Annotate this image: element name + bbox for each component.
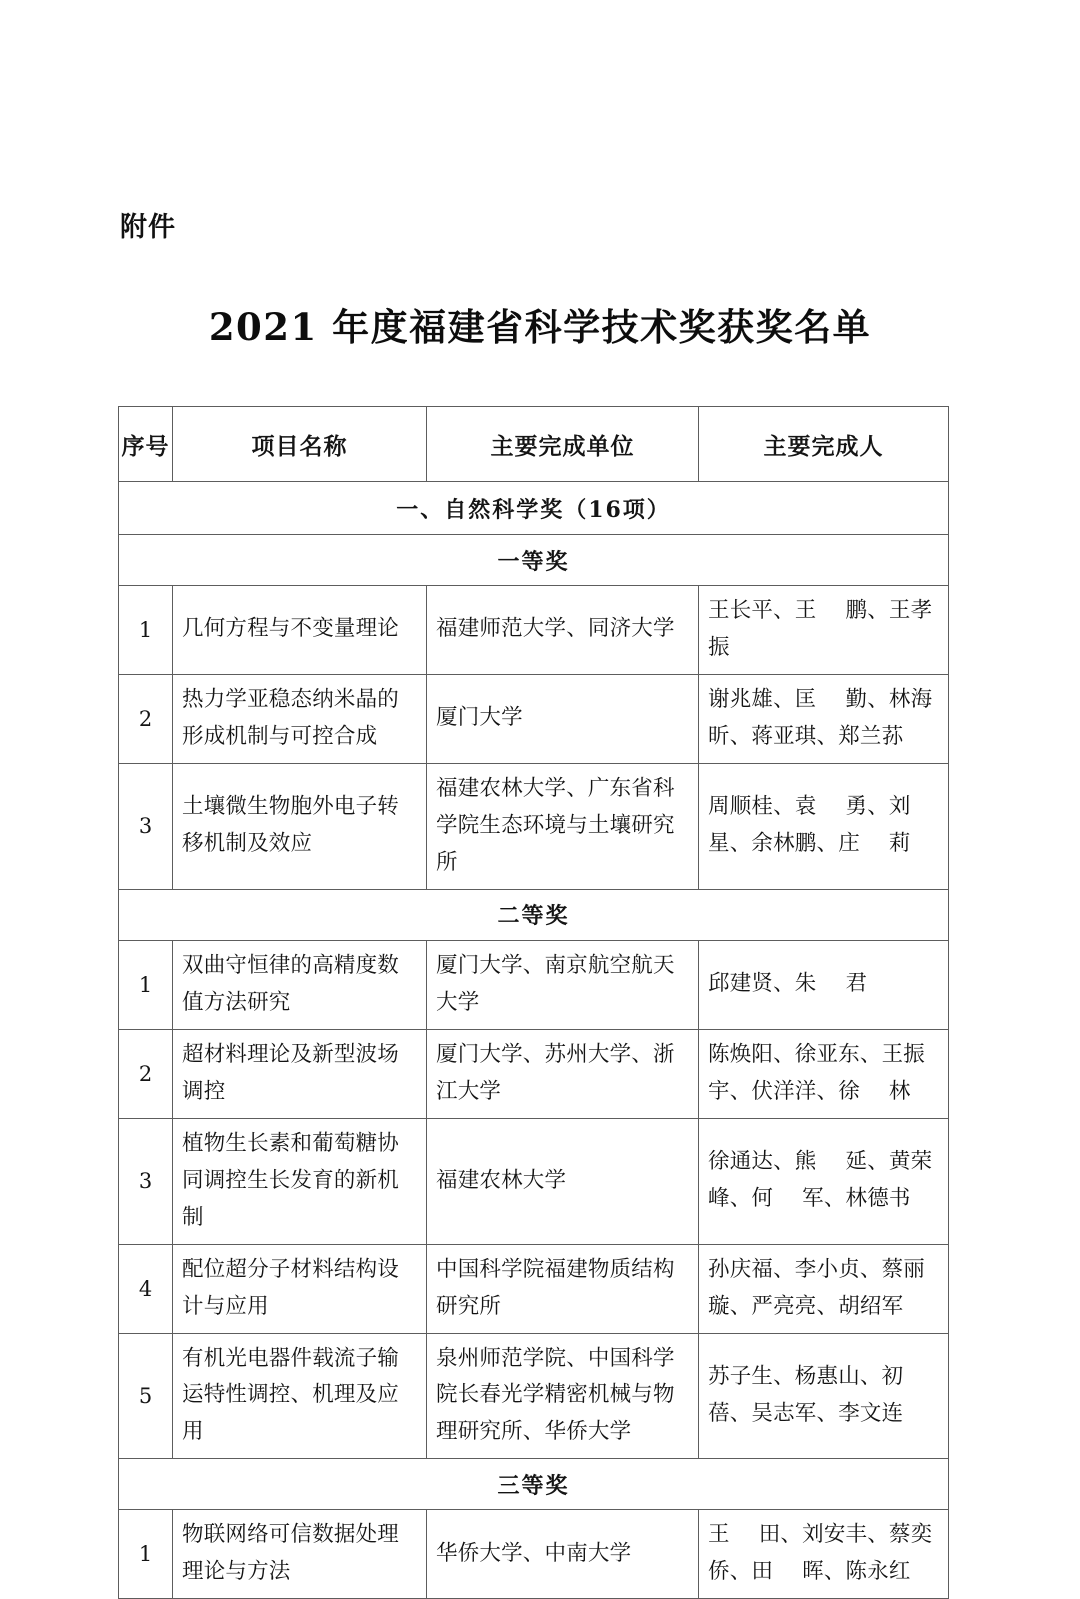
award-grade-label: 一等奖 (119, 535, 949, 586)
cell-completion-unit: 福建农林大学、广东省科学院生态环境与土壤研究所 (427, 763, 699, 889)
award-grade-row (119, 889, 949, 940)
cell-project-name: 有机光电器件载流子输运特性调控、机理及应用 (173, 1333, 427, 1459)
cell-completion-unit: 泉州师范学院、中国科学院长春光学精密机械与物理研究所、华侨大学 (427, 1333, 699, 1459)
table-row (119, 586, 949, 675)
cell-completion-people: 王 田、刘安丰、蔡奕侨、田 晖、陈永红 (699, 1510, 949, 1599)
award-grade-label: 二等奖 (119, 889, 949, 940)
section-header-label: 一、自然科学奖（16项） (119, 482, 949, 535)
table-row (119, 940, 949, 1029)
table-row (119, 1510, 949, 1599)
table-row (119, 674, 949, 763)
attachment-label: 附件 (120, 212, 176, 243)
table-row (119, 1244, 949, 1333)
cell-completion-people: 孙庆福、李小贞、蔡丽璇、严亮亮、胡绍军 (699, 1244, 949, 1333)
cell-completion-people: 周顺桂、袁 勇、刘星、余林鹏、庄 莉 (699, 763, 949, 889)
table-row (119, 1118, 949, 1244)
column-header-no: 序号 (119, 407, 173, 482)
column-header-people: 主要完成人 (699, 407, 949, 482)
cell-project-name: 热力学亚稳态纳米晶的形成机制与可控合成 (173, 674, 427, 763)
cell-completion-unit: 福建师范大学、同济大学 (427, 586, 699, 675)
cell-sequence-number: 5 (119, 1333, 173, 1459)
cell-completion-unit: 厦门大学 (427, 674, 699, 763)
cell-completion-people: 邱建贤、朱 君 (699, 940, 949, 1029)
table-row (119, 763, 949, 889)
cell-sequence-number: 4 (119, 1244, 173, 1333)
award-grade-row (119, 535, 949, 586)
award-grade-row (119, 1459, 949, 1510)
cell-sequence-number: 2 (119, 674, 173, 763)
award-grade-label: 三等奖 (119, 1459, 949, 1510)
section-header-row (119, 482, 949, 535)
cell-project-name: 超材料理论及新型波场调控 (173, 1029, 427, 1118)
cell-project-name: 物联网络可信数据处理理论与方法 (173, 1510, 427, 1599)
table-row (119, 1029, 949, 1118)
cell-sequence-number: 3 (119, 763, 173, 889)
page-title: 2021 年度福建省科学技术奖获奖名单 (208, 305, 872, 349)
cell-completion-unit: 华侨大学、中南大学 (427, 1510, 699, 1599)
column-header-unit: 主要完成单位 (427, 407, 699, 482)
cell-project-name: 植物生长素和葡萄糖协同调控生长发育的新机制 (173, 1118, 427, 1244)
cell-completion-people: 王长平、王 鹏、王孝振 (699, 586, 949, 675)
column-header-project: 项目名称 (173, 407, 427, 482)
cell-completion-people: 谢兆雄、匡 勤、林海昕、蒋亚琪、郑兰荪 (699, 674, 949, 763)
cell-project-name: 土壤微生物胞外电子转移机制及效应 (173, 763, 427, 889)
cell-completion-unit: 厦门大学、南京航空航天大学 (427, 940, 699, 1029)
cell-completion-unit: 中国科学院福建物质结构研究所 (427, 1244, 699, 1333)
cell-completion-unit: 厦门大学、苏州大学、浙江大学 (427, 1029, 699, 1118)
cell-project-name: 双曲守恒律的高精度数值方法研究 (173, 940, 427, 1029)
cell-completion-people: 苏子生、杨惠山、初蓓、吴志军、李文连 (699, 1333, 949, 1459)
table-row (119, 1333, 949, 1459)
cell-completion-people: 陈焕阳、徐亚东、王振宇、伏洋洋、徐 林 (699, 1029, 949, 1118)
cell-completion-unit: 福建农林大学 (427, 1118, 699, 1244)
cell-project-name: 几何方程与不变量理论 (173, 586, 427, 675)
cell-sequence-number: 2 (119, 1029, 173, 1118)
cell-sequence-number: 1 (119, 586, 173, 675)
cell-project-name: 配位超分子材料结构设计与应用 (173, 1244, 427, 1333)
award-list-table (118, 406, 949, 1599)
table-header-row (119, 407, 949, 482)
cell-completion-people: 徐通达、熊 延、黄荣峰、何 军、林德书 (699, 1118, 949, 1244)
cell-sequence-number: 1 (119, 1510, 173, 1599)
cell-sequence-number: 3 (119, 1118, 173, 1244)
cell-sequence-number: 1 (119, 940, 173, 1029)
